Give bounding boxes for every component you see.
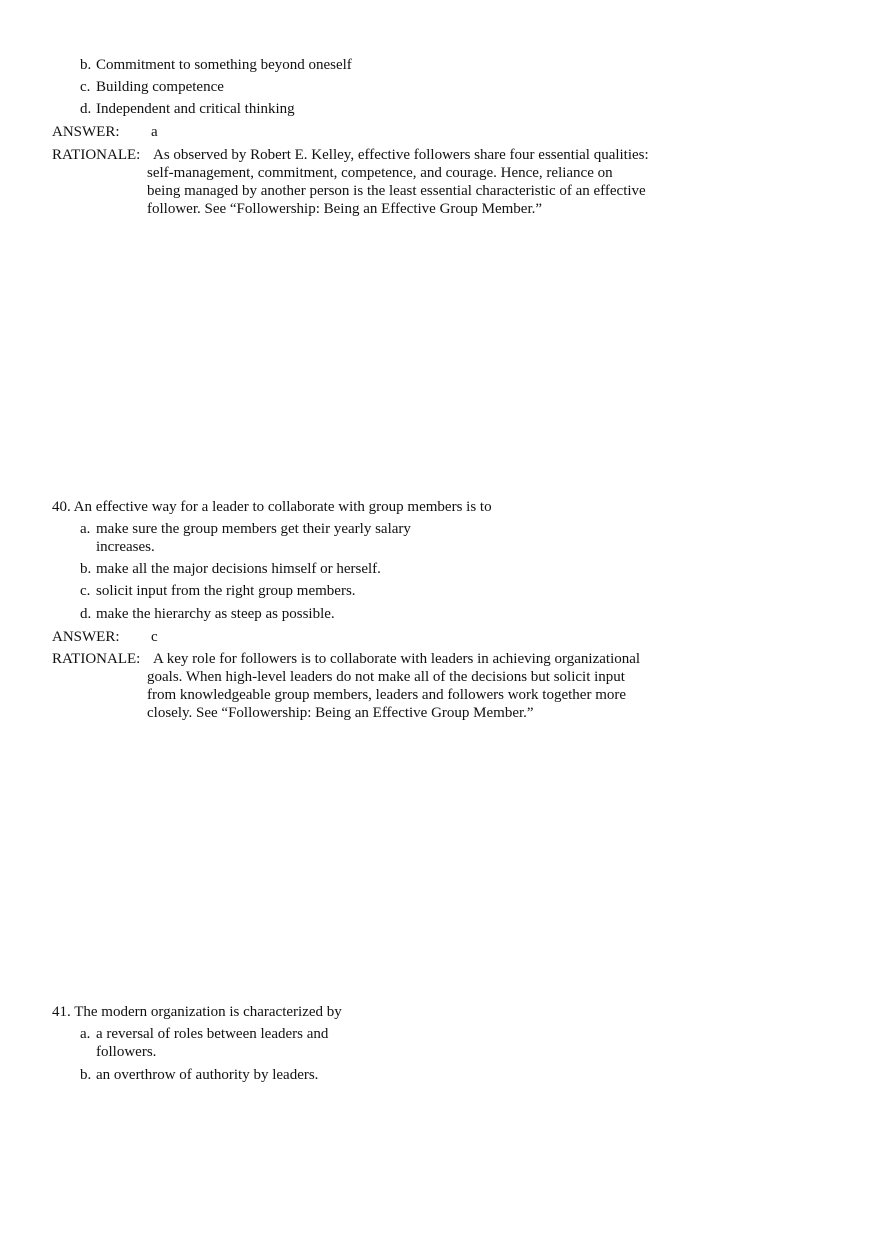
- q39-option-d: d. Independent and critical thinking: [80, 101, 295, 117]
- q40-answer-value: c: [151, 629, 158, 645]
- q40-answer-label: ANSWER:: [52, 629, 120, 645]
- q39-rationale-line-2: self-management, commitment, competence, and courage. Hence, reliance on: [147, 165, 613, 181]
- q40-rationale-line-4: closely. See “Followership: Being an Effective Group Member.”: [147, 705, 534, 721]
- q40-option-c: c. solicit input from the right group members.: [80, 583, 356, 599]
- q40-stem: 40. An effective way for a leader to collaborate with group members is to: [52, 499, 492, 515]
- q41-option-a-continued: followers.: [96, 1044, 157, 1060]
- q39-rationale-line-4: follower. See “Followership: Being an Effective Group Member.”: [147, 201, 543, 217]
- q39-rationale-line-1: As observed by Robert E. Kelley, effective followers share four essential qualities:: [153, 147, 649, 163]
- q39-rationale-label: RATIONALE:: [52, 147, 141, 163]
- q39-rationale-line-3: being managed by another person is the least essential characteristic of an effective: [147, 183, 646, 199]
- q39-answer-label: ANSWER:: [52, 124, 120, 140]
- q40-option-d: d. make the hierarchy as steep as possible.: [80, 606, 335, 622]
- q40-option-a-continued: increases.: [96, 539, 155, 555]
- q39-option-b: b. Commitment to something beyond oneself: [80, 57, 352, 73]
- q41-stem: 41. The modern organization is characterized by: [52, 1004, 342, 1020]
- q40-rationale-line-3: from knowledgeable group members, leaders and followers work together more: [147, 687, 627, 703]
- q40-rationale-line-1: A key role for followers is to collaborate with leaders in achieving organizational: [153, 651, 641, 667]
- q39-option-c: c. Building competence: [80, 79, 224, 95]
- q39-answer-value: a: [151, 124, 158, 140]
- q41-option-b: b. an overthrow of authority by leaders.: [80, 1067, 319, 1083]
- q41-option-a: a. a reversal of roles between leaders and: [80, 1026, 329, 1042]
- q40-rationale-label: RATIONALE:: [52, 651, 141, 667]
- q40-rationale-line-2: goals. When high-level leaders do not make all of the decisions but solicit input: [147, 669, 625, 685]
- q40-option-b: b. make all the major decisions himself or herself.: [80, 561, 381, 577]
- q40-option-a: a. make sure the group members get their yearly salary: [80, 521, 411, 537]
